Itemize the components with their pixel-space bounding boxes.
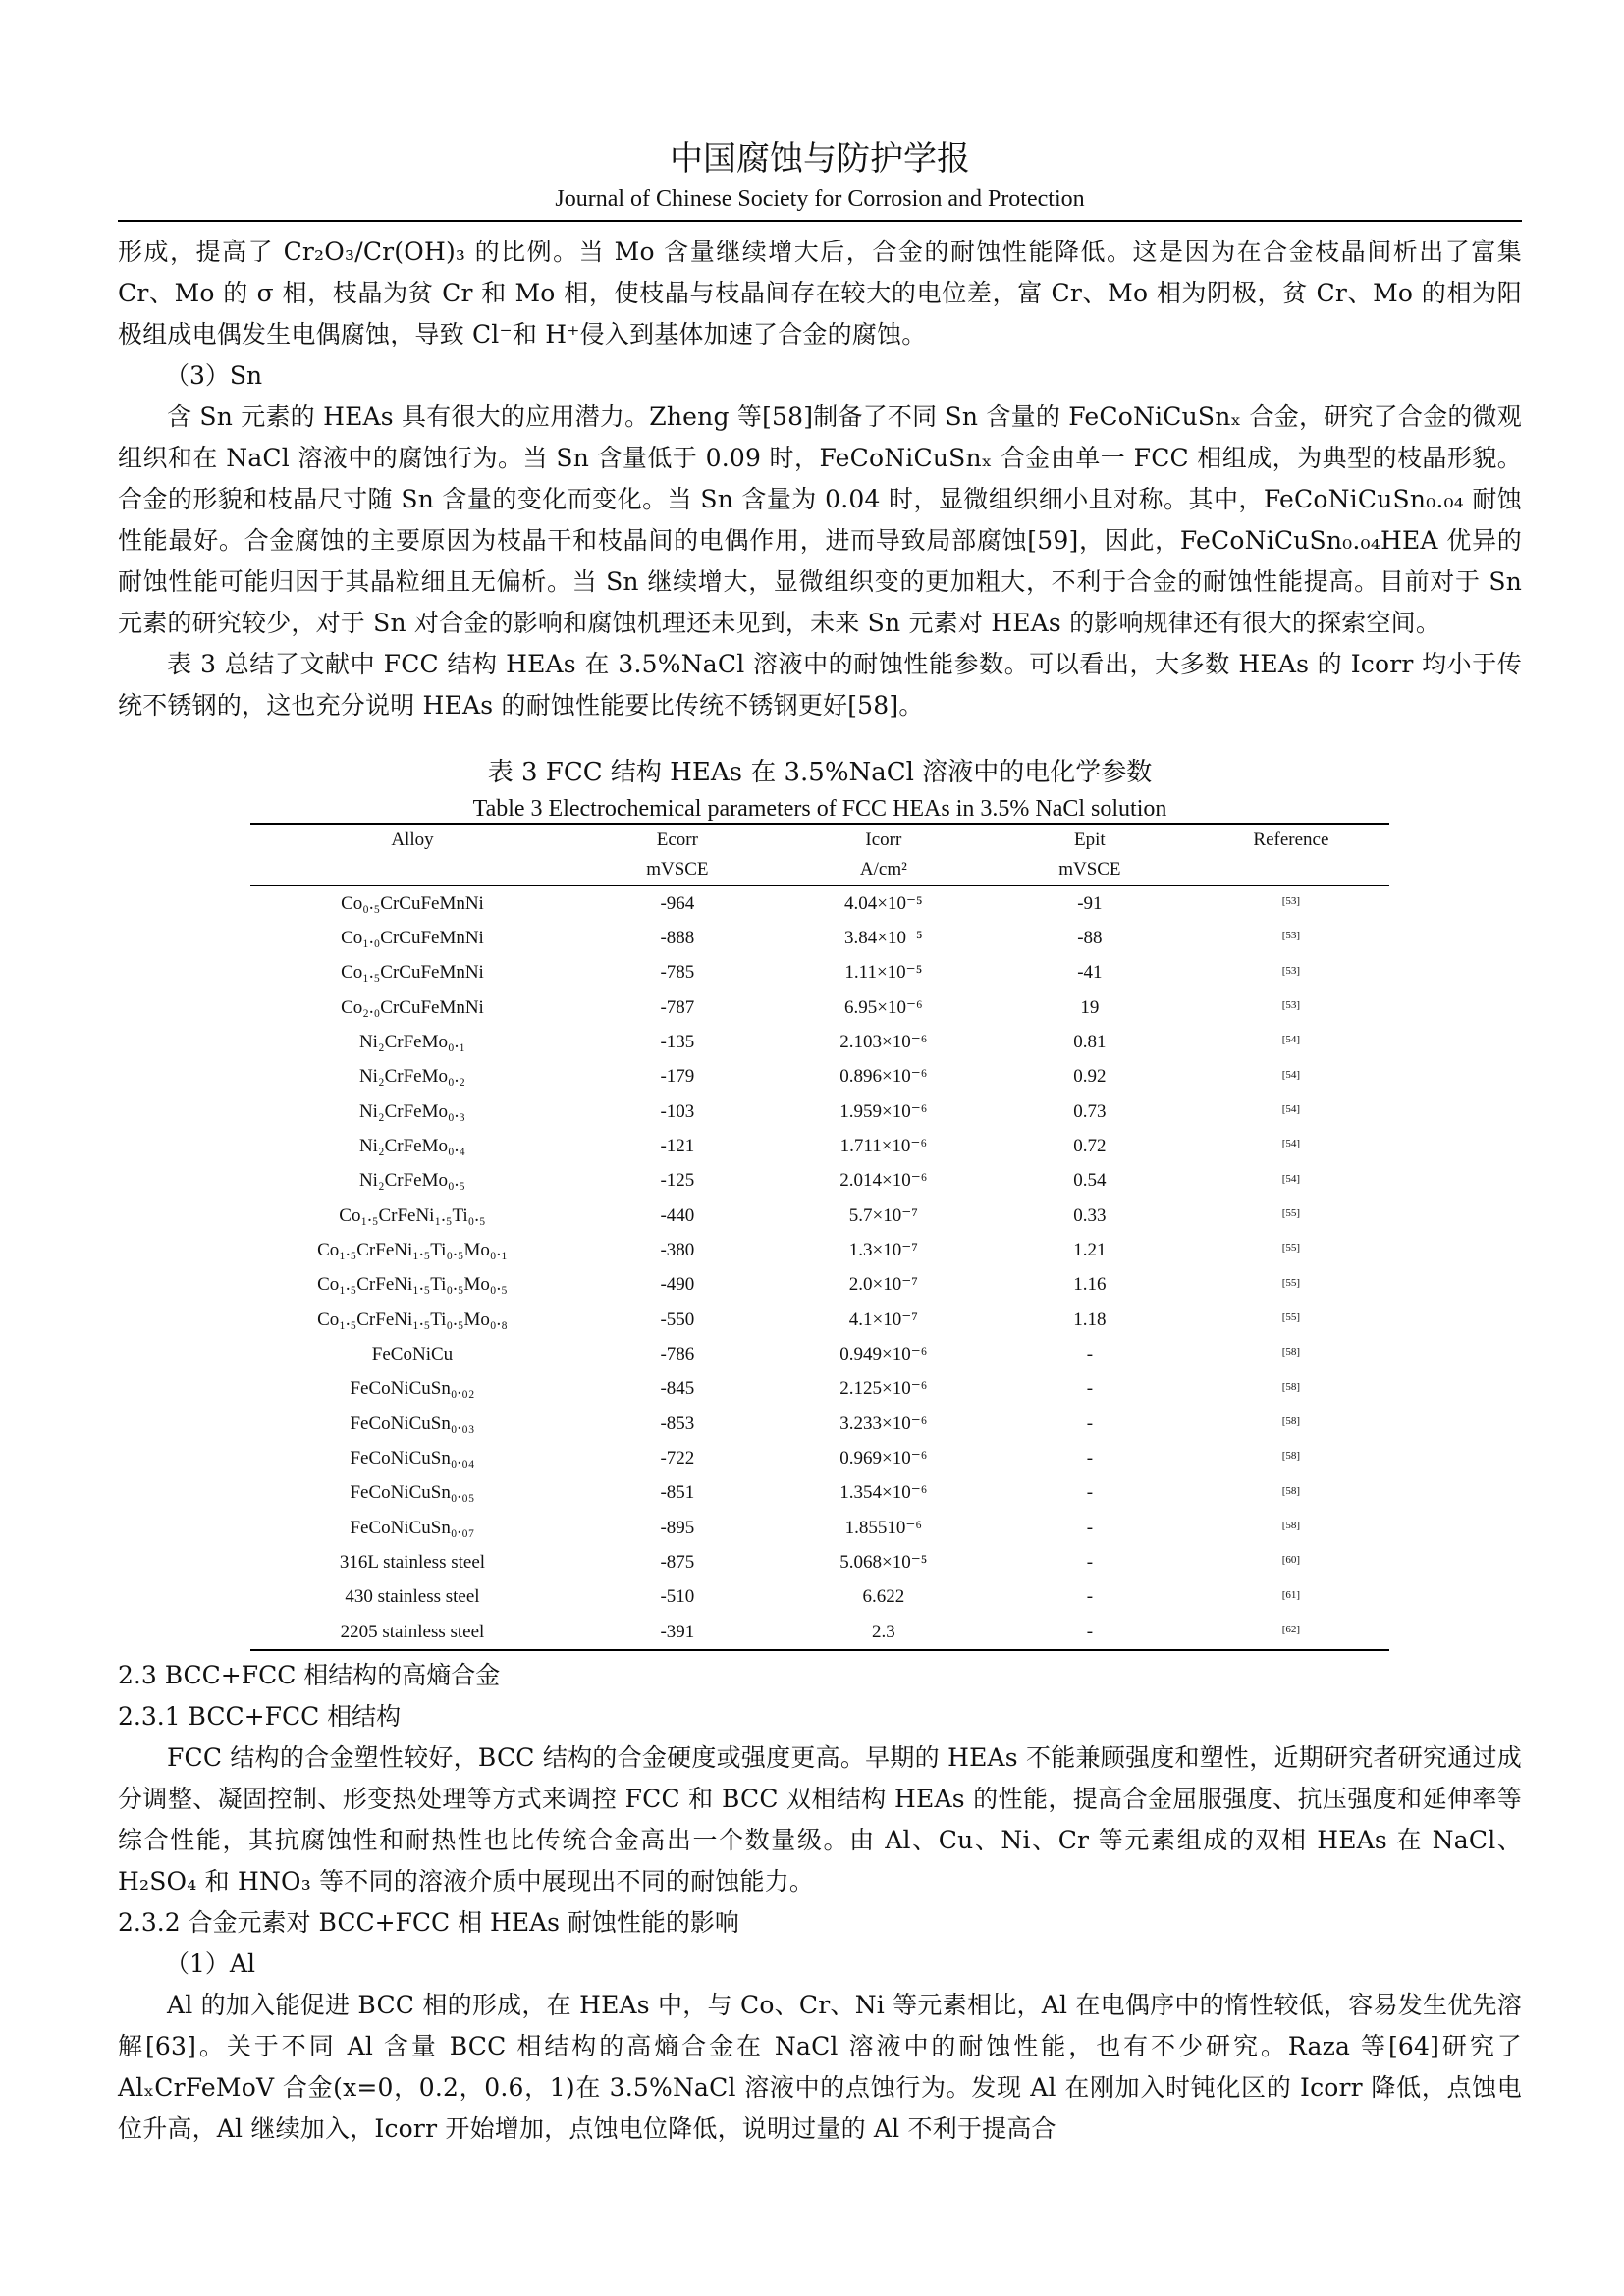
cell-epit: 0.33 [1073, 1204, 1107, 1226]
cell-ecorr: -391 [574, 1615, 781, 1650]
cell-alloy: Co₁.₅CrFeNi₁.₅Ti₀.₅Mo₀.₈ [317, 1308, 508, 1330]
table3-caption-en: Table 3 Electrochemical parameters of FCC HEAs in 3.5% NaCl solution [472, 796, 1167, 822]
cell-epit: 0.72 [1073, 1135, 1107, 1156]
cell-alloy: Ni₂CrFeMo₀.₃ [358, 1100, 465, 1122]
cell-alloy: 430 stainless steel [345, 1586, 480, 1608]
cell-ecorr: -786 [660, 1343, 695, 1364]
table3-caption-cn: 表 3 FCC 结构 HEAs 在 3.5%NaCl 溶液中的电化学参数 [487, 758, 1153, 787]
header-rule [118, 220, 1522, 222]
table3-body [250, 886, 1389, 1651]
cell-icorr: 2.125×10⁻⁶ [839, 1378, 928, 1400]
cell-epit: 1.16 [1073, 1274, 1107, 1296]
table-row [250, 1476, 1389, 1511]
cell-ecorr: -490 [660, 1274, 695, 1296]
paragraph-mo-continued: 形成，提高了 Cr₂O₃/Cr(OH)₃ 的比例。当 Mo 含量继续增大后，合金的耐蚀性能降低。这是因为在合金枝晶间析出了富集 Cr、Mo 的 σ 相，枝晶为贫 Cr 和 Mo 相，使枝晶与枝晶间存在较大的电位差，富 Cr、Mo 相为阴极，贫 Cr、Mo 的相为阳极组成电偶发生电偶腐蚀，导致 Cl⁻和 H⁺侵入到基体加速了合金的腐蚀。 [118, 238, 1522, 348]
cell-reference [1193, 1407, 1389, 1441]
reference-citation: [54] [1281, 1102, 1301, 1115]
page [118, 137, 1522, 2150]
cell-reference [1193, 1129, 1389, 1163]
table-row [250, 1025, 1389, 1059]
cell-ecorr: -179 [660, 1066, 695, 1088]
cell-ecorr: -121 [660, 1135, 695, 1156]
reference-citation: [53] [1281, 895, 1301, 907]
cell-icorr: 0.896×10⁻⁶ [839, 1066, 928, 1088]
cell-epit: -88 [1077, 927, 1103, 948]
cell-alloy: FeCoNiCuSn₀.₀₅ [350, 1482, 475, 1504]
paragraph-sn: 含 Sn 元素的 HEAs 具有很大的应用潜力。Zheng 等[58]制备了不同 Sn 含量的 FeCoNiCuSnₓ 合金，研究了合金的微观组织和在 NaCl 溶液中的腐蚀行为。当 Sn 含量低于 0.09 时，FeCoNiCuSnₓ 合金由单一 FCC 相组成，为典型的枝晶形貌。合金的形貌和枝晶尺寸随 Sn 含量的变化而变化。当 Sn 含量为 0.04 时，显微组织细小且对称。其中，FeCoNiCuSn₀.₀₄ 耐蚀性能最好。合金腐蚀的主要原因为枝晶干和枝晶间的电偶作用，进而导致局部腐蚀[59]，因此，FeCoNiCuSn₀.₀₄HEA 优异的耐蚀性能可能归因于其晶粒细且无偏析。当 Sn 继续增大，显微组织变的更加粗大，不利于合金的耐蚀性能提高。目前对于 Sn 元素的研究较少，对于 Sn 对合金的影响和腐蚀机理还未见到，未来 Sn 元素对 HEAs 的影响规律还有很大的探索空间。 [118, 402, 1522, 637]
table-header-epit: Epit [987, 824, 1193, 855]
cell-icorr: 5.7×10⁻⁷ [848, 1204, 918, 1226]
cell-alloy: Co₁.₀CrCuFeMnNi [341, 927, 484, 948]
cell-icorr: 1.3×10⁻⁷ [848, 1239, 918, 1260]
subheading-sn: （3）Sn [165, 361, 263, 390]
cell-epit: - [1086, 1413, 1094, 1434]
cell-ecorr: -103 [660, 1100, 695, 1122]
reference-citation: [58] [1281, 1380, 1301, 1393]
reference-citation: [54] [1281, 1068, 1301, 1081]
table-row [250, 990, 1389, 1025]
cell-epit: - [1086, 1586, 1094, 1608]
reference-citation: [58] [1281, 1450, 1301, 1463]
paragraph-bcc-fcc: FCC 结构的合金塑性较好，BCC 结构的合金硬度或强度更高。早期的 HEAs 不能兼顾强度和塑性，近期研究者研究通过成分调整、凝固控制、形变热处理等方式来调控 FCC 和 BCC 双相结构 HEAs 的性能，提高合金屈服强度、抗压强度和延伸率等综合性能，其抗腐蚀性和耐热性也比传统合金高出一个数量级。由 Al、Cu、Ni、Cr 等元素组成的双相 HEAs 在 NaCl、H₂SO₄ 和 HNO₃ 等不同的溶液介质中展现出不同的耐蚀能力。 [118, 1743, 1522, 1896]
cell-alloy: Co₁.₅CrFeNi₁.₅Ti₀.₅Mo₀.₁ [317, 1239, 508, 1260]
table-unit-alloy [250, 855, 574, 886]
cell-epit: - [1086, 1482, 1094, 1504]
cell-alloy: Ni₂CrFeMo₀.₁ [358, 1031, 465, 1052]
table-unit-epit: mVSCE [987, 855, 1193, 886]
cell-ecorr: -785 [660, 962, 695, 984]
reference-citation: [55] [1281, 1206, 1301, 1219]
reference-citation: [53] [1281, 930, 1301, 942]
cell-icorr: 6.622 [862, 1586, 905, 1608]
cell-ecorr: -380 [660, 1239, 695, 1260]
cell-alloy: Co₂.₀CrCuFeMnNi [341, 996, 484, 1018]
cell-epit: 0.92 [1073, 1066, 1107, 1088]
cell-alloy: FeCoNiCuSn₀.₀₃ [350, 1413, 475, 1434]
cell-reference [1193, 921, 1389, 955]
cell-reference [1193, 956, 1389, 990]
reference-citation: [55] [1281, 1276, 1301, 1289]
table-row [250, 1060, 1389, 1095]
cell-alloy: Co₀.₅CrCuFeMnNi [341, 892, 484, 914]
cell-alloy: FeCoNiCuSn₀.₀₄ [350, 1447, 475, 1468]
cell-reference [1193, 1441, 1389, 1475]
journal-title-cn: 中国腐蚀与防护学报 [670, 139, 970, 179]
table-row [250, 1199, 1389, 1233]
reference-citation: [55] [1281, 1242, 1301, 1255]
table-row [250, 1511, 1389, 1545]
cell-alloy: FeCoNiCu [371, 1343, 454, 1364]
table-row [250, 1337, 1389, 1371]
cell-icorr: 2.103×10⁻⁶ [839, 1031, 928, 1052]
table-header-ecorr: Ecorr [574, 824, 781, 855]
reference-citation: [61] [1281, 1588, 1301, 1601]
cell-alloy: Co₁.₅CrFeNi₁.₅Ti₀.₅Mo₀.₅ [317, 1274, 508, 1296]
cell-reference [1193, 1268, 1389, 1303]
cell-epit: 0.54 [1073, 1170, 1107, 1192]
cell-reference [1193, 1060, 1389, 1095]
table-row [250, 1303, 1389, 1337]
table-row [250, 886, 1389, 922]
cell-reference [1193, 1580, 1389, 1615]
reference-citation: [58] [1281, 1415, 1301, 1427]
reference-citation: [58] [1281, 1346, 1301, 1359]
section-2-3-2-heading: 2.3.2 合金元素对 BCC+FCC 相 HEAs 耐蚀性能的影响 [118, 1908, 739, 1938]
cell-epit: 0.73 [1073, 1100, 1107, 1122]
cell-ecorr: -510 [660, 1586, 695, 1608]
cell-alloy: 2205 stainless steel [250, 1615, 574, 1650]
cell-reference [1193, 1025, 1389, 1059]
cell-reference [1193, 1476, 1389, 1511]
cell-reference [1193, 1095, 1389, 1129]
table-row [250, 1407, 1389, 1441]
reference-citation: [54] [1281, 1138, 1301, 1150]
cell-ecorr: -125 [660, 1170, 695, 1192]
cell-epit: 1.21 [1073, 1239, 1107, 1260]
cell-epit: - [1086, 1343, 1094, 1364]
cell-ecorr: -440 [660, 1204, 695, 1226]
cell-alloy: FeCoNiCuSn₀.₀₇ [350, 1517, 475, 1538]
cell-epit: - [1086, 1378, 1094, 1400]
cell-icorr: 1.11×10⁻⁵ [844, 962, 923, 984]
paragraph-table3-summary: 表 3 总结了文献中 FCC 结构 HEAs 在 3.5%NaCl 溶液中的耐蚀性能参数。可以看出，大多数 HEAs 的 Icorr 均小于传统不锈钢的，这也充分说明 HEAs 的耐蚀性能要比传统不锈钢更好[58]。 [118, 650, 1522, 720]
cell-epit: 0.81 [1073, 1031, 1107, 1052]
table3 [250, 823, 1389, 1651]
cell-icorr: 1.354×10⁻⁶ [839, 1482, 928, 1504]
cell-epit: - [1086, 1551, 1094, 1573]
running-header [118, 137, 1522, 222]
cell-icorr: 6.95×10⁻⁶ [844, 996, 923, 1018]
cell-ecorr: -853 [660, 1413, 695, 1434]
cell-reference [1193, 1199, 1389, 1233]
table-row [250, 1129, 1389, 1163]
table-unit-icorr: A/cm² [781, 855, 987, 886]
table-header-reference: Reference [1193, 824, 1389, 855]
cell-reference [1193, 1615, 1389, 1650]
cell-icorr: 2.0×10⁻⁷ [848, 1274, 918, 1296]
section-2-3-1-heading: 2.3.1 BCC+FCC 相结构 [118, 1702, 402, 1732]
cell-ecorr: -851 [660, 1482, 695, 1504]
table-header-icorr: Icorr [781, 824, 987, 855]
paragraph-al: Al 的加入能促进 BCC 相的形成，在 HEAs 中，与 Co、Cr、Ni 等元素相比，Al 在电偶序中的惰性较低，容易发生优先溶解[63]。关于不同 Al 含量 BCC 相结构的高熵合金在 NaCl 溶液中的耐蚀性能，也有不少研究。Raza 等[64]研究了 AlₓCrFeMoV 合金(x=0，0.2，0.6，1)在 3.5%NaCl 溶液中的点蚀行为。发现 Al 在刚加入时钝化区的 Icorr 降低，点蚀电位升高，Al 继续加入，Icorr 开始增加，点蚀电位降低，说明过量的 Al 不利于提高合 [118, 1991, 1522, 2144]
cell-reference [1193, 1233, 1389, 1267]
reference-citation: [58] [1281, 1519, 1301, 1531]
cell-alloy: Ni₂CrFeMo₀.₅ [358, 1170, 465, 1192]
table-row [250, 1233, 1389, 1267]
cell-epit: - [1086, 1517, 1094, 1538]
cell-reference [1193, 886, 1389, 922]
cell-epit: -91 [1077, 892, 1103, 914]
subheading-al: （1）Al [165, 1949, 255, 1979]
cell-icorr: 2.014×10⁻⁶ [839, 1170, 928, 1192]
cell-icorr: 0.969×10⁻⁶ [839, 1447, 928, 1468]
reference-citation: [58] [1281, 1484, 1301, 1497]
cell-icorr: 1.711×10⁻⁶ [839, 1135, 928, 1156]
cell-icorr: 0.949×10⁻⁶ [839, 1343, 928, 1364]
cell-icorr: 4.1×10⁻⁷ [848, 1308, 918, 1330]
reference-citation: [53] [1281, 964, 1301, 977]
cell-ecorr: -845 [660, 1378, 695, 1400]
cell-icorr: 1.85510⁻⁶ [844, 1517, 923, 1538]
cell-reference [1193, 1511, 1389, 1545]
cell-ecorr: -787 [660, 996, 695, 1018]
cell-ecorr: -964 [660, 892, 695, 914]
journal-title-en: Journal of Chinese Society for Corrosion and Protection [555, 187, 1085, 212]
cell-ecorr: -722 [660, 1447, 695, 1468]
cell-ecorr: -550 [660, 1308, 695, 1330]
cell-epit: 1.18 [1073, 1308, 1107, 1330]
cell-epit: -41 [1077, 962, 1103, 984]
section-2-3-heading: 2.3 BCC+FCC 相结构的高熵合金 [118, 1661, 501, 1690]
cell-reference [1193, 1545, 1389, 1579]
cell-ecorr: -895 [660, 1517, 695, 1538]
table-row [250, 1615, 1389, 1650]
cell-icorr: 3.84×10⁻⁵ [844, 927, 923, 948]
cell-reference [1193, 1303, 1389, 1337]
table-row [250, 1372, 1389, 1407]
table-row [250, 956, 1389, 990]
reference-citation: [55] [1281, 1310, 1301, 1323]
table-row [250, 1164, 1389, 1199]
cell-epit: - [987, 1615, 1193, 1650]
reference-citation: [53] [1281, 998, 1301, 1011]
cell-reference [1193, 1164, 1389, 1199]
cell-alloy: Ni₂CrFeMo₀.₄ [358, 1135, 465, 1156]
reference-citation: [62] [1281, 1623, 1301, 1635]
cell-alloy: Co₁.₅CrFeNi₁.₅Ti₀.₅ [339, 1204, 486, 1226]
cell-icorr: 2.3 [781, 1615, 987, 1650]
cell-alloy: Co₁.₅CrCuFeMnNi [341, 962, 484, 984]
cell-ecorr: -135 [660, 1031, 695, 1052]
reference-citation: [60] [1281, 1554, 1301, 1567]
cell-alloy: Ni₂CrFeMo₀.₂ [358, 1066, 465, 1088]
table-row [250, 1545, 1389, 1579]
cell-epit: - [1086, 1447, 1094, 1468]
cell-alloy: 316L stainless steel [339, 1551, 486, 1573]
table-row [250, 921, 1389, 955]
table-unit-reference [1193, 855, 1389, 886]
table-row [250, 1268, 1389, 1303]
cell-icorr: 4.04×10⁻⁵ [844, 892, 923, 914]
cell-ecorr: -888 [660, 927, 695, 948]
cell-reference [1193, 990, 1389, 1025]
table-row [250, 1441, 1389, 1475]
table-row [250, 1580, 1389, 1615]
cell-icorr: 1.959×10⁻⁶ [839, 1100, 928, 1122]
reference-citation: [54] [1281, 1034, 1301, 1046]
cell-icorr: 3.233×10⁻⁶ [839, 1413, 928, 1434]
table-header-alloy: Alloy [250, 824, 574, 855]
cell-icorr: 5.068×10⁻⁵ [839, 1551, 928, 1573]
cell-reference [1193, 1337, 1389, 1371]
cell-epit: 19 [1080, 996, 1100, 1018]
cell-ecorr: -875 [660, 1551, 695, 1573]
table-unit-ecorr: mVSCE [574, 855, 781, 886]
reference-citation: [54] [1281, 1172, 1301, 1185]
cell-alloy: FeCoNiCuSn₀.₀₂ [350, 1378, 475, 1400]
table-row [250, 1095, 1389, 1129]
cell-reference [1193, 1372, 1389, 1407]
